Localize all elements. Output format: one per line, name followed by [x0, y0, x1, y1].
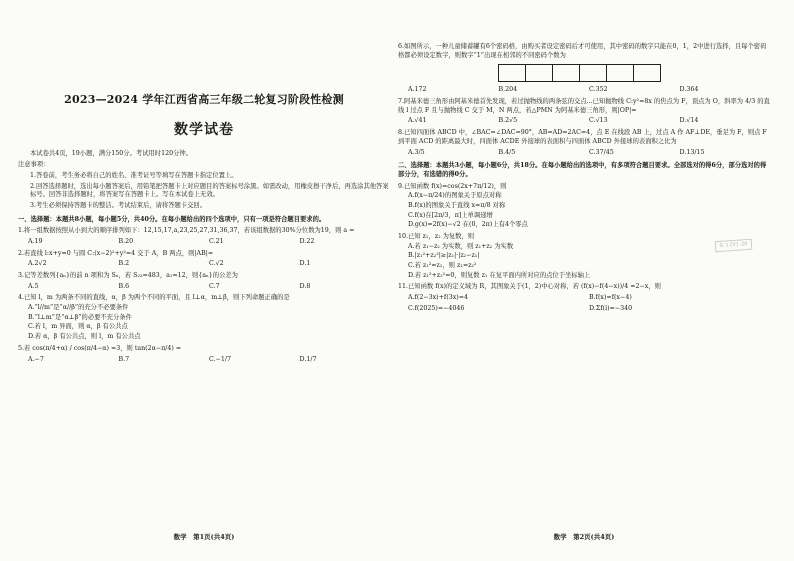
question-9: 9.已知函数 f(x)=cos(2x+7π/12)，则 [398, 182, 507, 190]
option-d: D.√14 [679, 117, 699, 125]
page-footer: 数学 第2页(共4页) [553, 533, 615, 542]
question-5-options [18, 356, 390, 365]
question-6-options [398, 86, 770, 95]
option-c: C.√13 [589, 117, 608, 125]
option-c: C.f(x)在[2π/3，π]上单调递增 [408, 211, 493, 219]
password-box [633, 64, 661, 82]
option-a: A.−7 [28, 355, 44, 363]
option-d: D.g(x)=2f(x)−√2 在(0，2π)上有4个零点 [408, 221, 528, 229]
option-a: A.f(2−3x)+f(3x)=4 [408, 294, 468, 302]
question-2: 2.若直线 l:x+y=0 与圆 C:(x−2)²+y²=4 交于 A，B 两点，则|AB|= [18, 249, 214, 257]
option-a: A.19 [28, 237, 43, 245]
option-d: D.364 [679, 86, 699, 94]
question-8-options [398, 149, 770, 158]
left-page [18, 40, 390, 540]
option-a: A.3/5 [408, 148, 425, 156]
option-d: D.1/7 [299, 355, 317, 363]
exam-subtitle: 数学试卷 [174, 122, 234, 139]
option-c: C.−1/7 [209, 355, 232, 363]
option-a: A.5 [28, 282, 39, 290]
option-b: B.20 [118, 237, 134, 245]
option-d: D.13/15 [679, 148, 705, 156]
exam-info: 本试卷共4页，19小题，满分150分。考试用时120分钟。 [30, 150, 192, 158]
notice-title: 注意事项： [18, 161, 50, 169]
question-7-options [398, 117, 770, 126]
notice-item: 1.答卷前，考生务必将自己的姓名、准考证号等填写在答题卡指定位置上。 [30, 171, 238, 179]
option-a: A.若 z₁−z₂ 为实数，则 z₁+z₂ 为实数 [408, 242, 514, 250]
question-7: 7.阿基米德三角形由阿基米德首先发现，若过抛物线的两条弦的交点...已知抛物线 C:y²=8x 的焦点为 F，顶点为 O，斜率为 4/3 的直线 l 过点 F 且与抛物线 C 交于 M，N 两点，若△PMN 为阿基米德三角形，则|OP|= [398, 98, 770, 114]
option-d: D.若 α，β 有公共点，则 l，m 有公共点 [28, 333, 141, 341]
option-a: A.√41 [408, 117, 427, 125]
option-c: C.若 l，m 异面，则 α，β 有公共点 [28, 323, 128, 331]
option-b: B.4/5 [498, 148, 516, 156]
page-footer: 数学 第1页(共4页) [173, 533, 235, 542]
section-1-heading: 一、选择题：本题共8小题，每小题5分，共40分。在每小题给出的四个选项中，只有一项是符合题目要求的。 [18, 215, 326, 223]
question-11-options-cd [398, 305, 770, 314]
question-5: 5.若 cos(π/4+α) / cos(π/4−α) =3，则 tan(2α−π/4) = [18, 344, 182, 352]
faint-stamp: 在 1 [V] -20 [715, 239, 752, 252]
option-c: C.√2 [209, 260, 224, 268]
option-b: B.f(x)的图象关于直线 x=π/8 对称 [408, 201, 506, 209]
question-3-options [18, 283, 390, 292]
option-c: C.f(2025)=−4046 [408, 304, 465, 312]
option-b: B.|z₁²+z₂²|≥|z₁|·|z₂−z₁| [408, 252, 480, 260]
option-d: D.1 [299, 260, 311, 268]
password-boxes [498, 64, 770, 82]
question-3: 3.记等差数列{aₙ}的前 n 项和为 Sₙ，若 S₂₃=483，a₁=12，则{aₙ}的公差为 [18, 272, 238, 280]
option-b: B.204 [498, 86, 518, 94]
question-2-options [18, 260, 390, 269]
notice-item: 2.回答选择题时，选出每小题答案后，用铅笔把答题卡上对应题目的答案标号涂黑。如需改动，用橡皮擦干净后，再选涂其他答案标号。回答非选择题时，将答案写在答题卡上。写在本试卷上无效。 [30, 182, 389, 199]
option-b: B.7 [118, 355, 130, 363]
option-a: A.f(x−π/24)的图象关于原点对称 [408, 192, 502, 200]
option-c: C.352 [589, 86, 608, 94]
option-d: D.8 [299, 282, 311, 290]
question-6: 6.如图所示，一种儿童储蓄罐有6个密码格，由购买者设定密码后才可使用，其中密码的数字只能在0，1，2中进行选择，且每个密码格都必须设定数字，则数字“1”出现在相邻的不同密码个数为 [398, 43, 767, 59]
question-1: 1.将一组数据按照从小到大的顺序排列如下：12,15,17,a,23,25,27,31,36,37，若该组数据的30%分位数为19，则 a = [18, 227, 355, 235]
option-c: C.37/45 [589, 148, 614, 156]
option-b: B.2√5 [498, 117, 518, 125]
password-box [525, 64, 553, 82]
notice-item: 3.考生必须保持答题卡的整洁。考试结束后，请将答题卡交回。 [30, 201, 207, 209]
option-d: D.若 z₁²+z₂²=0，则复数 z₁ 在复平面内所对应的点位于坐标轴上 [408, 271, 591, 279]
option-a: A.172 [408, 86, 427, 94]
password-box [498, 64, 526, 82]
option-c: C.7 [209, 282, 220, 290]
password-box [606, 64, 634, 82]
option-a: A.2√2 [28, 260, 47, 268]
question-10: 10.已知 z₁，z₂ 为复数，则 [398, 233, 475, 240]
question-11-options-ab [398, 294, 770, 303]
password-box [552, 64, 580, 82]
question-8: 8.已知四面体 ABCD 中，∠BAC=∠DAC=90°，AB=AD=2AC=4，点 E 在线段 AB 上，过点 A 作 AF⊥DE，垂足为 F，则点 F 到平面 ACD 的距离最大时，四面体 ACDE 外接球的表面积与四面体 ABCD 外接球的表面积之比为 [398, 129, 767, 145]
option-c: C.21 [209, 237, 224, 245]
option-b: B.6 [118, 282, 130, 290]
option-c: C.若 z₁²=z₂，则 z₁=z₂² [408, 262, 477, 270]
option-d: D.Σf(i)=−340 [589, 304, 633, 312]
option-d: D.22 [299, 237, 315, 245]
exam-title: 2023—2024 学年江西省高三年级二轮复习阶段性检测 [64, 93, 344, 106]
section-2-heading: 二、选择题：本题共3小题，每小题6分，共18分。在每小题给出的选项中，有多项符合题目要求。全部选对的得6分，部分选对的得部分分，有选错的得0分。 [398, 162, 767, 178]
option-b: B.f(x)=f(x−4) [589, 294, 632, 302]
password-box [579, 64, 607, 82]
option-b: B.“l⊥m”是“α⊥β”的必要不充分条件 [28, 313, 132, 321]
question-1-options [18, 238, 390, 247]
option-b: B.2 [118, 260, 130, 268]
right-page [398, 40, 770, 540]
option-a: A.“l//m”是“α//β”的充分不必要条件 [28, 304, 129, 312]
question-4: 4.已知 l，m 为两条不同的直线，α，β 为两个不同的平面，且 l⊥α，m⊥β，则下列命题正确的是 [18, 294, 290, 302]
question-11: 11.已知函数 f(x)的定义域为 R，其图象关于(1，2)中心对称，若 (f(x)−f(4−x))/4 =2−x，则 [398, 283, 661, 291]
